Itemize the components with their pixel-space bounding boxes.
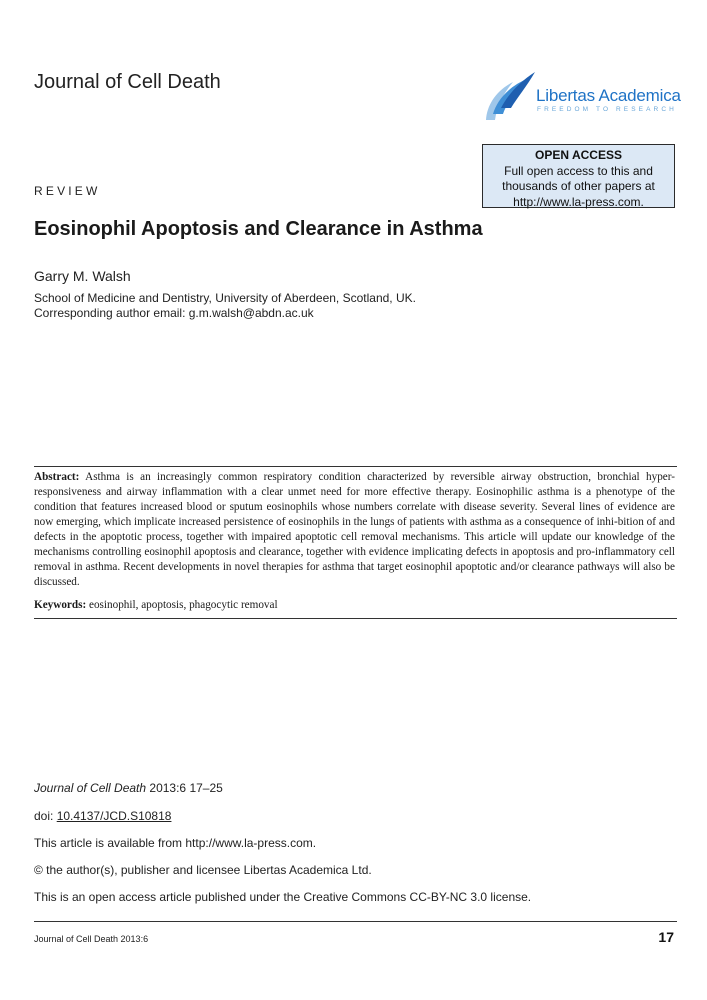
author-name: Garry M. Walsh xyxy=(34,268,131,284)
page-number: 17 xyxy=(658,929,674,945)
license-line: This is an open access article published under the Creative Commons CC-BY-NC 3.0 license. xyxy=(34,890,532,904)
footer-rule xyxy=(34,921,677,922)
abstract xyxy=(34,470,675,590)
keywords xyxy=(34,599,278,611)
open-access-link[interactable]: http://www.la-press.com. xyxy=(513,194,644,209)
citation-volume-pages: 2013:6 17–25 xyxy=(149,781,223,795)
section-label: REVIEW xyxy=(34,184,101,198)
abstract-bottom-rule xyxy=(34,618,677,619)
author-affiliation-block xyxy=(34,291,416,321)
open-access-line-1: Full open access to this and xyxy=(504,163,653,178)
journal-title: Journal of Cell Death xyxy=(34,71,221,93)
citation-journal: Journal of Cell Death xyxy=(34,781,147,795)
doi-line xyxy=(34,809,171,823)
swoosh-icon xyxy=(486,72,535,120)
publisher-name: Libertas Academica xyxy=(536,86,681,105)
open-access-box xyxy=(482,144,675,208)
publisher-tagline: FREEDOM TO RESEARCH xyxy=(537,106,677,113)
open-access-line-2: thousands of other papers at xyxy=(502,179,655,193)
doi-link[interactable]: 10.4137/JCD.S10818 xyxy=(56,809,172,823)
corresponding-author: Corresponding author email: g.m.walsh@abdn.ac.uk xyxy=(34,306,314,320)
affiliation: School of Medicine and Dentistry, University of Aberdeen, Scotland, UK. xyxy=(34,291,416,305)
doi-label: doi: xyxy=(34,809,54,823)
open-access-title: OPEN ACCESS xyxy=(535,148,622,162)
article-title: Eosinophil Apoptosis and Clearance in Asthma xyxy=(34,218,483,240)
abstract-text: Asthma is an increasingly common respiratory condition characterized by reversible airway obstruction, bronchial hyper-responsiveness and airway inflammation with a clear unmet need for more effective therapy. Eosinophilic asthma is a phenotype of the condition that features increased blood or sputum eosinophils whose numbers correlate with disease severity. Several lines of evidence are now emerging, which implicate increased persistence of eosinophils in the lungs of patients with asthma as a consequence of inhi-bition of and defects in the apoptotic process, together with impaired apoptotic cell removal mechanisms. This article will update our knowledge of the mechanisms controlling eosinophil apoptosis and clearance, together with evidence implicating defects in apoptosis and pro-inflammatory cell removal in asthma. Recent developments in novel therapies for asthma that target eosinophil apoptotic and/or clearance pathways will also be discussed. xyxy=(34,471,675,588)
keywords-label: Keywords: xyxy=(34,599,87,611)
copyright-line: © the author(s), publisher and licensee Libertas Academica Ltd. xyxy=(34,863,372,877)
citation-line xyxy=(34,781,223,795)
abstract-label: Abstract: xyxy=(34,471,80,483)
abstract-top-rule xyxy=(34,466,677,467)
keywords-text: eosinophil, apoptosis, phagocytic removal xyxy=(89,599,278,611)
footer-journal-reference: Journal of Cell Death 2013:6 xyxy=(34,934,149,944)
availability-line: This article is available from http://www.la-press.com. xyxy=(34,836,317,850)
